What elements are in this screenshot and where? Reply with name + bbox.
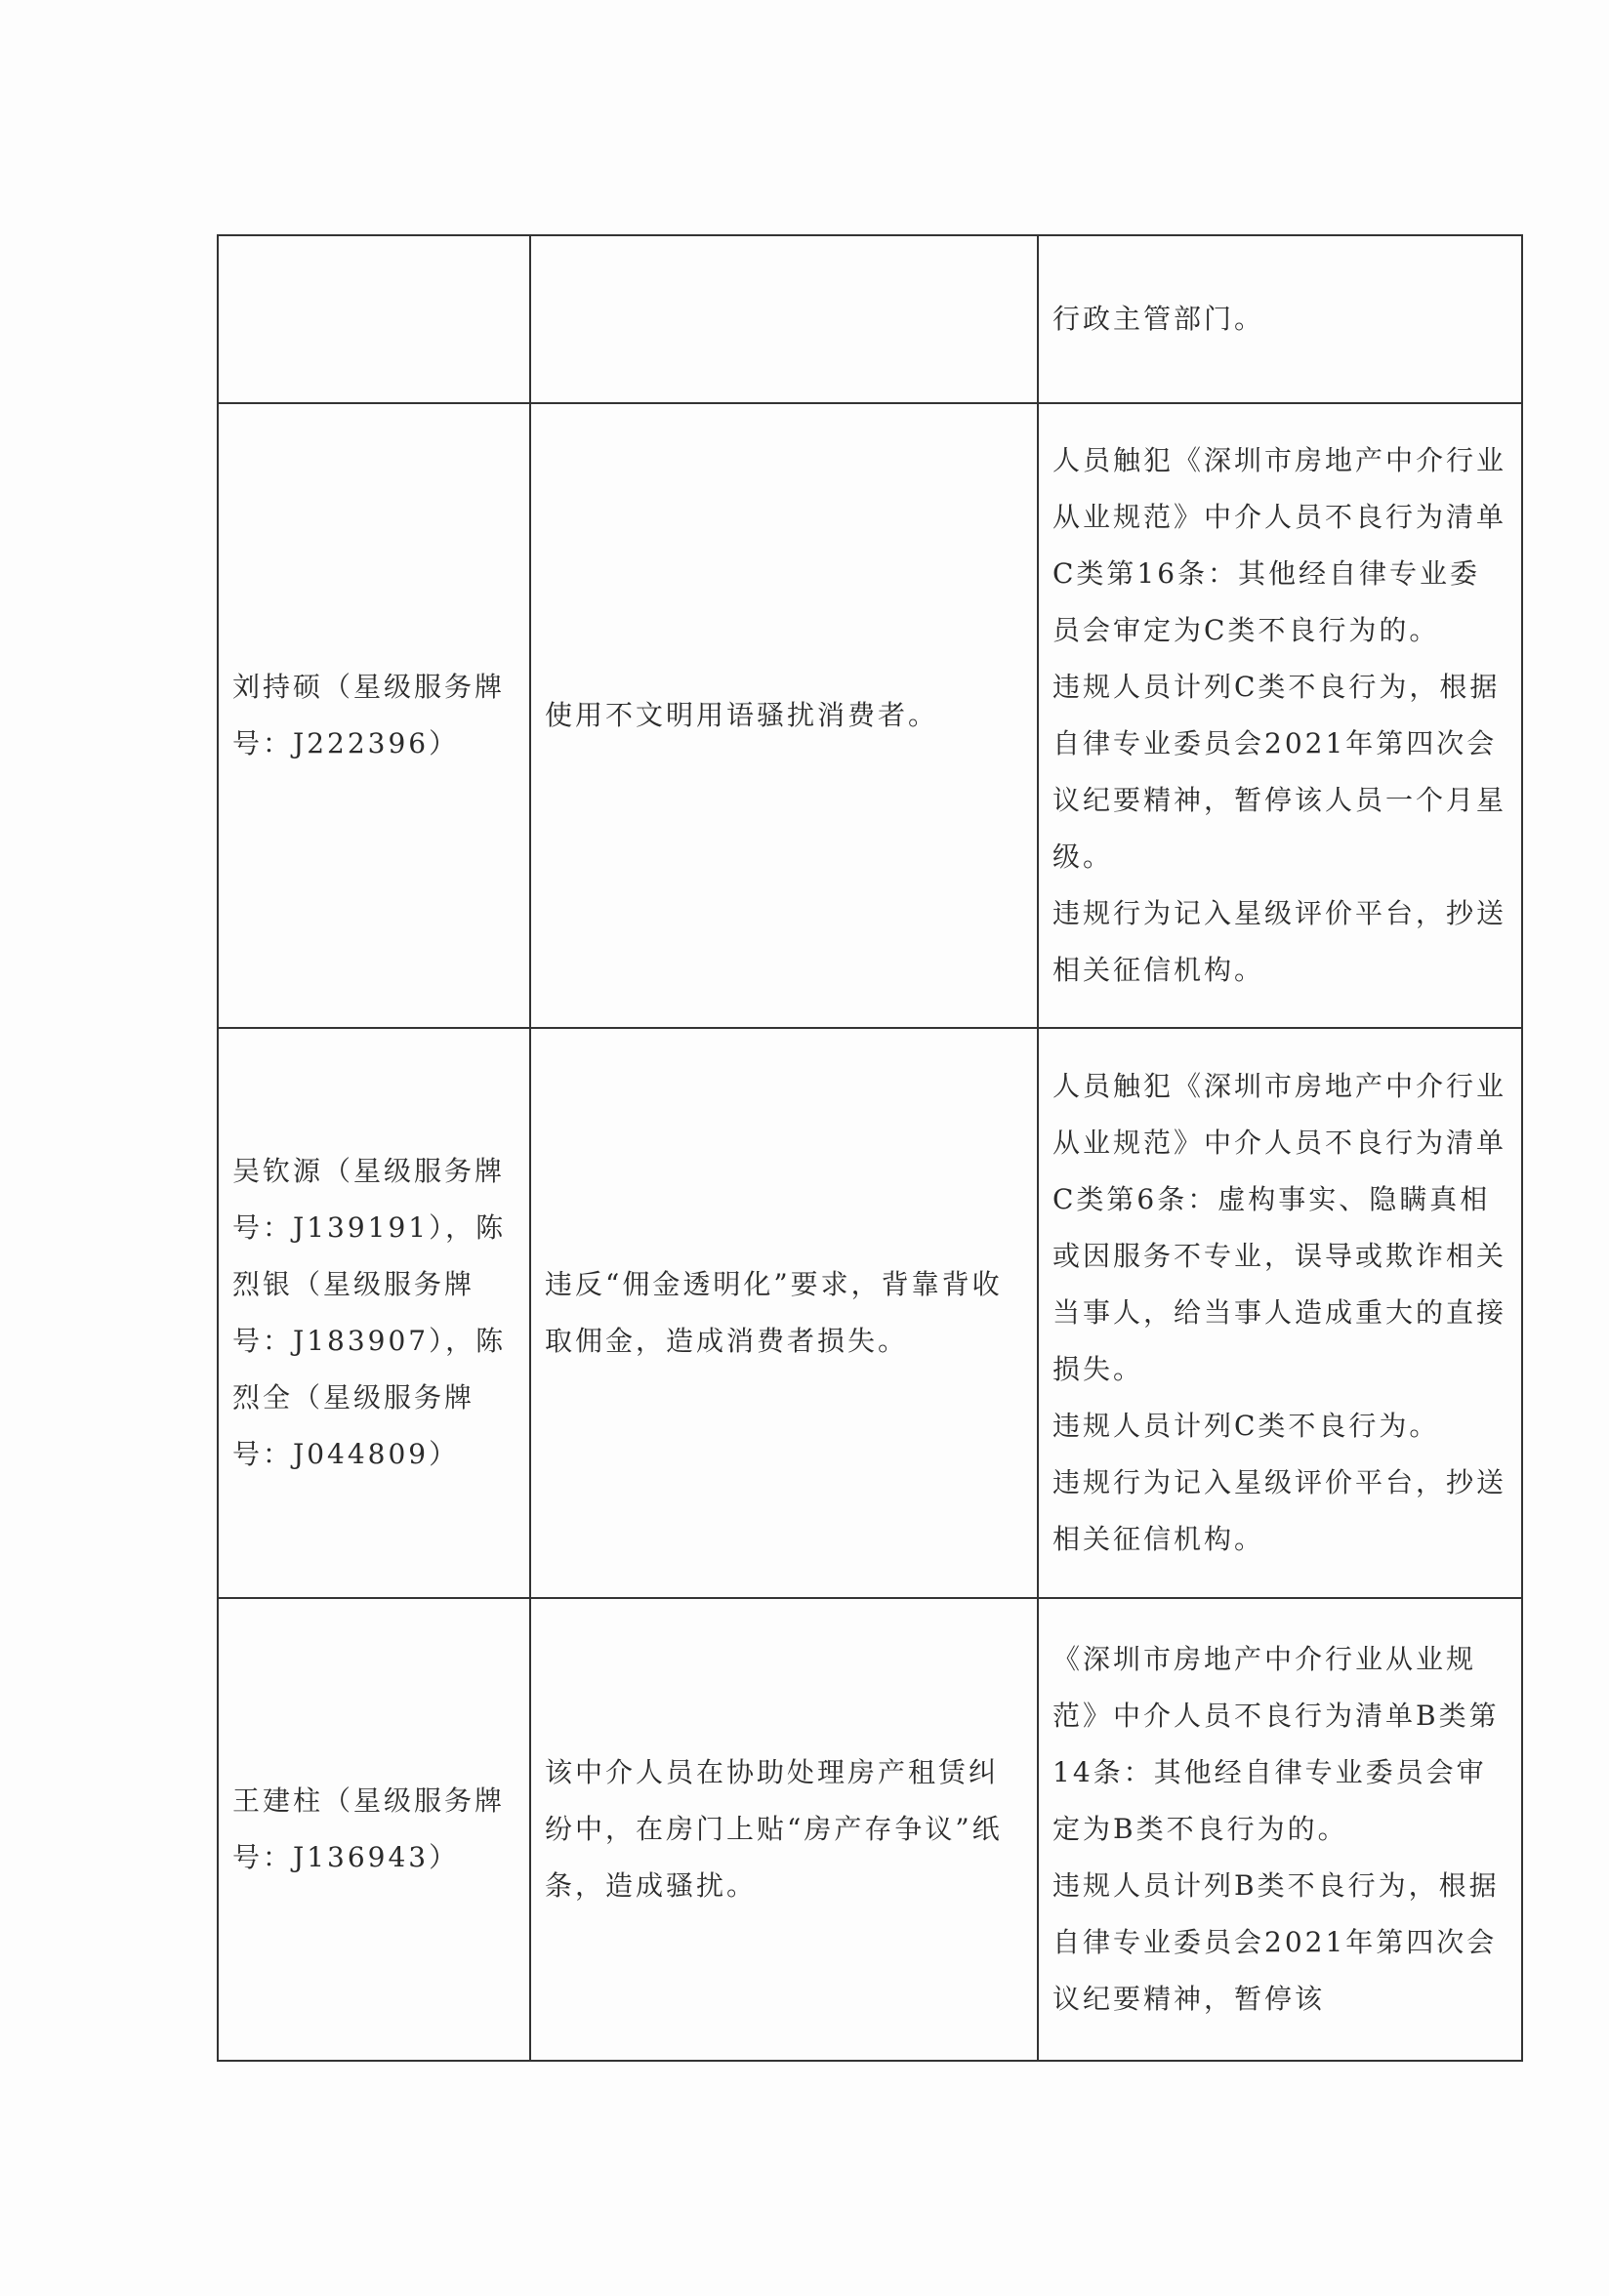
- violations-table: [217, 234, 1523, 2062]
- cell-violation: [530, 235, 1038, 403]
- basis-paragraph: 违规人员计列C类不良行为，根据自律专业委员会2021年第四次会议纪要精神，暂停该人员一个月星级。: [1052, 671, 1507, 873]
- basis-paragraph: 违规行为记入星级评价平台，抄送相关征信机构。: [1052, 897, 1507, 986]
- basis-paragraph: 违规人员计列C类不良行为。: [1052, 1410, 1440, 1442]
- table-row: [218, 1598, 1522, 2061]
- basis-paragraph: 违规行为记入星级评价平台，抄送相关征信机构。: [1052, 1466, 1507, 1555]
- basis-paragraph: 违规人员计列B类不良行为，根据自律专业委员会2021年第四次会议纪要精神，暂停该: [1052, 1869, 1500, 2015]
- basis-paragraph: 《深圳市房地产中介行业从业规范》中介人员不良行为清单B类第14条：其他经自律专业委员会审定为B类不良行为的。: [1052, 1643, 1500, 1845]
- table-row: [218, 403, 1522, 1028]
- cell-violation: 该中介人员在协助处理房产租赁纠纷中，在房门上贴“房产存争议”纸条，造成骚扰。: [530, 1598, 1038, 2061]
- cell-basis: [1038, 235, 1522, 403]
- cell-person: 王建柱（星级服务牌号：J136943）: [218, 1598, 530, 2061]
- cell-basis: [1038, 1028, 1522, 1598]
- cell-basis: [1038, 1598, 1522, 2061]
- basis-paragraph: 行政主管部门。: [1052, 303, 1265, 335]
- basis-paragraph: 人员触犯《深圳市房地产中介行业从业规范》中介人员不良行为清单C类第16条：其他经自律专业委员会审定为C类不良行为的。: [1052, 444, 1507, 646]
- cell-person: 刘持硕（星级服务牌号：J222396）: [218, 403, 530, 1028]
- table-row: [218, 1028, 1522, 1598]
- cell-person: [218, 235, 530, 403]
- cell-basis: [1038, 403, 1522, 1028]
- cell-violation: 违反“佣金透明化”要求，背靠背收取佣金，造成消费者损失。: [530, 1028, 1038, 1598]
- basis-paragraph: 人员触犯《深圳市房地产中介行业从业规范》中介人员不良行为清单C类第6条：虚构事实、隐瞒真相或因服务不专业，误导或欺诈相关当事人，给当事人造成重大的直接损失。: [1052, 1070, 1507, 1385]
- cell-person: 吴钦源（星级服务牌号：J139191），陈烈银（星级服务牌号：J183907），陈烈全（星级服务牌号：J044809）: [218, 1028, 530, 1598]
- cell-violation: 使用不文明用语骚扰消费者。: [530, 403, 1038, 1028]
- table-row: [218, 235, 1522, 403]
